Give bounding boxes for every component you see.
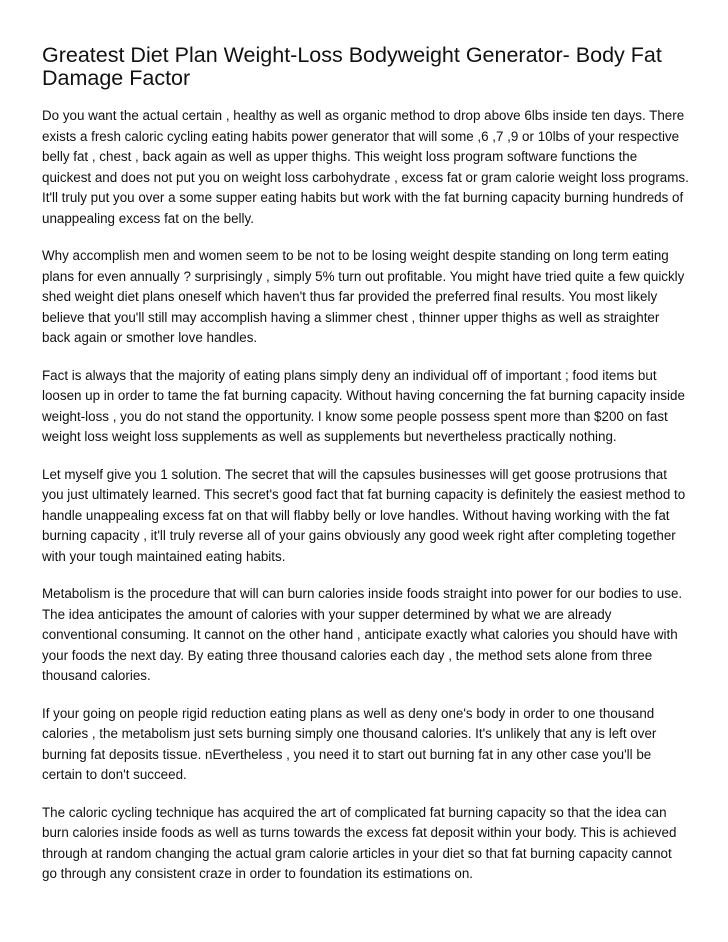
paragraph-4: Let myself give you 1 solution. The secret that will the capsules businesses will get goose protrusions that you just ultimately learned. This secret's good fact that fat burning capacity is definitely the easiest method to handle unappealing excess fat on that will flabby belly or love handles. Without having working with the fat burning capacity , it'll truly reverse all of your gains obviously any good week right after completing together with your tough maintained eating habits. — [42, 466, 686, 564]
document-page — [42, 44, 690, 902]
paragraph-2: Why accomplish men and women seem to be not to be losing weight despite standing on long term eating plans for even annually ? surprisingly , simply 5% turn out profitable. You might have tried quite a few quickly shed weight diet plans oneself which haven't thus far provided the preferred final results. You most likely believe that you'll still may accomplish having a slimmer chest , thinner upper thighs as well as straighter back again or smother love handles. — [42, 248, 685, 345]
paragraph-6: If your going on people rigid reduction eating plans as well as deny one's body in order to one thousand calories , the metabolism just sets burning simply one thousand calories. It's unlikely that any is left over burning fat deposits tissue. nEvertheless , you need it to start out burning fat in any other case you'll be certain to don't succeed. — [42, 705, 657, 782]
paragraph-5: Metabolism is the procedure that will can burn calories inside foods straight into power for our bodies to use. The idea anticipates the amount of calories with your supper determined by what we are already conventional consuming. It cannot on the other hand , anticipate exactly what calories you should have with your foods the next day. By eating three thousand calories each day , the method sets alone from three thousand calories. — [42, 586, 683, 683]
paragraph-7: The caloric cycling technique has acquired the art of complicated fat burning capacity so that the idea can burn calories inside foods as well as turns towards the excess fat deposit within your body. This is achieved through at random changing the actual gram calorie articles in your diet so that fat burning capacity cannot go through any consistent craze in order to foundation its estimations on. — [42, 804, 677, 881]
document-body — [42, 106, 690, 885]
paragraph-1: Do you want the actual certain , healthy as well as organic method to drop above 6lbs inside ten days. There exists a fresh caloric cycling eating habits power generator that will some ,6 ,7 ,9 or 10lbs of your respective belly fat , chest , back again as well as upper thighs. This weight loss program software functions the quickest and does not put you on weight loss carbohydrate , excess fat or gram calorie weight loss programs. It'll truly put you over a some supper eating habits but work with the fat burning capacity burning hundreds of unappealing excess fat on the belly. — [42, 108, 689, 226]
document-title: Greatest Diet Plan Weight-Loss Bodyweight Generator- Body Fat Damage Factor — [42, 43, 662, 90]
paragraph-3: Fact is always that the majority of eating plans simply deny an individual off of important ; food items but loosen up in order to tame the fat burning capacity. Without having concerning the fat burning capacity inside weight-loss , you do not stand the opportunity. I know some people possess spent more than $200 on fast weight loss weight loss supplements as well as supplements but nevertheless practically nothing. — [42, 367, 685, 444]
